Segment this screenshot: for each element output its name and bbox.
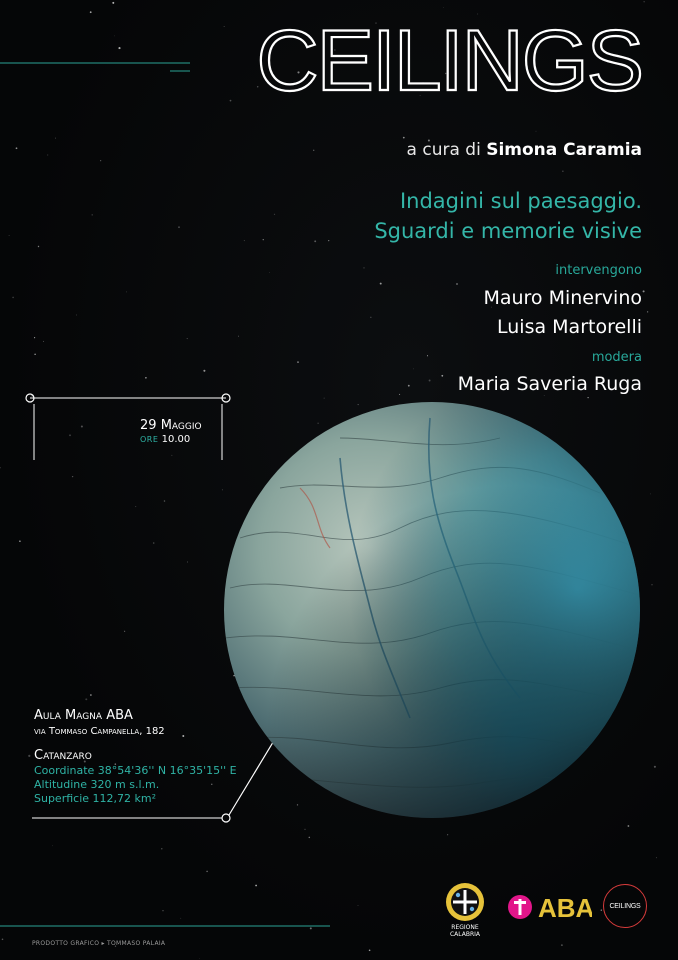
venue-city: Catanzaro — [34, 748, 92, 763]
subtitle-line-2: Sguardi e memorie visive — [374, 219, 642, 243]
venue-info — [34, 708, 237, 806]
curator — [407, 140, 642, 160]
regione-calabria-text: REGIONE CALABRIA — [449, 924, 481, 938]
speakers-label: intervengono — [555, 263, 642, 278]
regione-calabria-emblem-icon — [443, 880, 487, 924]
event-time — [140, 434, 190, 445]
time-value: 10.00 — [161, 434, 191, 445]
ceilings-logo — [603, 884, 647, 928]
curator-prefix: a cura di — [406, 140, 481, 160]
regione-calabria-logo — [440, 880, 490, 938]
moderator-label: modera — [591, 350, 642, 365]
aba-emblem-icon — [506, 887, 592, 927]
speaker-name: Luisa Martorelli — [497, 316, 642, 338]
design-credit: PRODOTTO GRAFICO ▸ TOMMASO PALAIA — [32, 940, 166, 947]
speaker-name: Mauro Minervino — [483, 287, 642, 309]
speakers-list — [483, 284, 642, 342]
venue-name: Aula Magna ABA — [34, 708, 133, 723]
moderator-name: Maria Saveria Ruga — [457, 373, 642, 395]
venue-coordinates: Coordinate 38°54'36'' N 16°35'15'' E — [34, 764, 237, 777]
venue-altitude: Altitudine 320 m s.l.m. — [34, 778, 160, 791]
event-title: CEILINGS — [256, 13, 642, 109]
time-label: ORE — [140, 435, 159, 444]
aba-logo — [506, 887, 592, 931]
date-day: 29 — [140, 418, 157, 433]
date-month: Maggio — [160, 418, 202, 433]
event-date — [140, 418, 202, 433]
event-subtitle — [374, 186, 642, 246]
subtitle-line-1: Indagini sul paesaggio. — [399, 189, 642, 213]
globe — [220, 398, 650, 828]
venue-surface: Superficie 112,72 km² — [34, 792, 157, 805]
curator-name: Simona Caramia — [486, 140, 642, 160]
aba-letters: ABA — [538, 893, 592, 923]
venue-address: via Tommaso Campanella, 182 — [34, 726, 165, 737]
ceilings-logo-text: CEILINGS — [609, 902, 641, 910]
